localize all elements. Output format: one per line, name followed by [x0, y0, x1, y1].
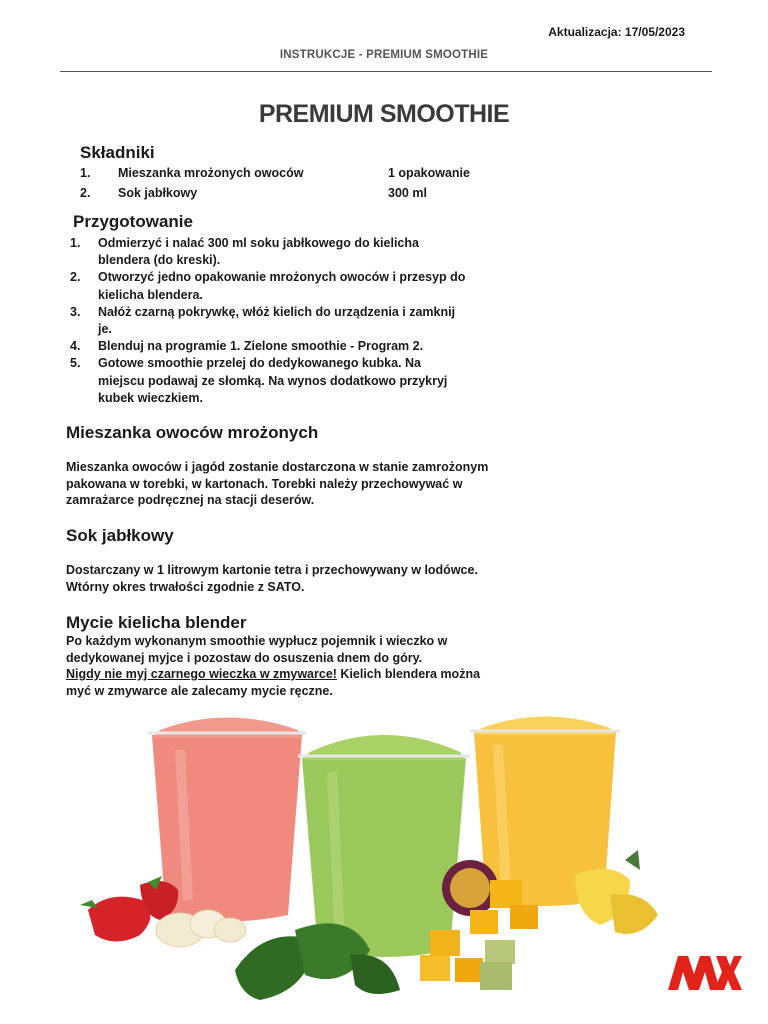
juice-text: Dostarczany w 1 litrowym kartonie tetra i przechowywany w lodówce. Wtórny okres trwałości zgodnie z SATO. [66, 563, 478, 594]
frozen-heading: Mieszanka owoców mrożonych [66, 423, 319, 442]
ingredient-name: Sok jabłkowy [118, 186, 198, 200]
passion-fruit [442, 860, 498, 916]
logo-text: MAX [702, 980, 706, 981]
step-text: Otworzyć jedno opakowanie mrożonych owoców i przesyp do kielicha blendera. [98, 270, 466, 302]
step-text: Odmierzyć i nalać 300 ml soku jabłkowego do kielicha blendera (do kreski). [98, 236, 419, 268]
step-text: Gotowe smoothie przelej do dedykowanego kubka. Na miejscu podawaj ze słomką. Na wynos dodatkowo przykryj kubek wieczkiem. [98, 356, 448, 405]
step-num: 4. [70, 339, 81, 354]
ingredients-heading: Składniki [80, 143, 155, 162]
step-num: 5. [70, 356, 81, 371]
update-date: Aktualizacja: 17/05/2023 [548, 25, 685, 39]
smoothies-photo [70, 700, 670, 1010]
ingredient-qty: 300 ml [388, 186, 427, 200]
ingredient-num: 2. [80, 186, 91, 200]
ingredient-qty: 1 opakowanie [388, 166, 470, 180]
step-item [70, 338, 470, 355]
max-logo [666, 950, 742, 994]
header-title: INSTRUKCJE - PREMIUM SMOOTHIE [279, 49, 489, 61]
step-item [70, 304, 470, 338]
ingredient-name: Mieszanka mrożonych owoców [118, 166, 304, 180]
page-title: PREMIUM SMOOTHIE [258, 100, 510, 128]
step-item [70, 355, 470, 407]
step-text: Blenduj na programie 1. Zielone smoothie - Program 2. [98, 339, 424, 354]
frozen-text: Mieszanka owoców i jagód zostanie dostarczona w stanie zamrożonym pakowana w torebki, w kartonach. Torebki należy przechowywać w zamrażarce podręcznej na stacji deserów. [66, 460, 489, 507]
step-num: 2. [70, 270, 81, 285]
step-text: Nałóż czarną pokrywkę, włóż kielich do urządzenia i zamknij je. [98, 304, 456, 337]
washing-text [66, 633, 506, 699]
step-item [70, 235, 470, 269]
preparation-heading: Przygotowanie [73, 212, 193, 231]
step-item [70, 269, 470, 303]
washing-text-end: Kielich blendera można myć w zmywarce ale zalecamy mycie ręczne. [66, 667, 481, 698]
header-divider [60, 71, 712, 72]
juice-heading: Sok jabłkowy [66, 526, 174, 545]
washing-warning: Nigdy nie myj czarnego wieczka w zmywarce! [66, 667, 337, 681]
step-num: 1. [70, 236, 81, 250]
washing-text-main: Po każdym wykonanym smoothie wypłucz pojemnik i wieczko w dedykowanej myjce i pozostaw do osuszenia dnem do góry. [66, 634, 448, 665]
ingredient-num: 1. [80, 166, 91, 180]
washing-heading: Mycie kielicha blender [66, 613, 247, 632]
preparation-steps [70, 235, 470, 407]
step-num: 3. [70, 304, 81, 319]
